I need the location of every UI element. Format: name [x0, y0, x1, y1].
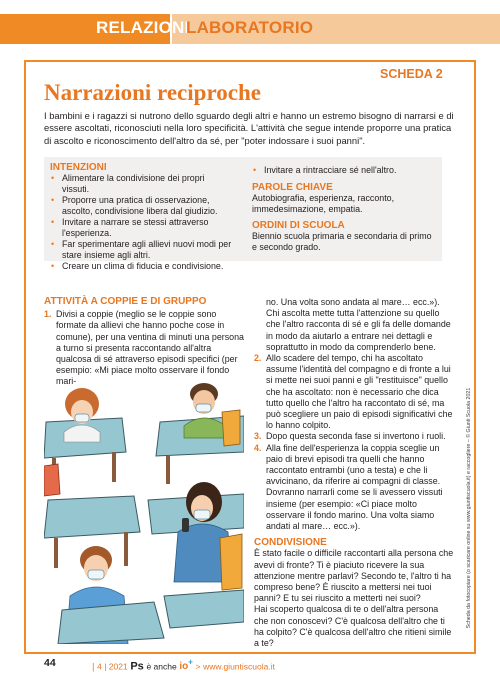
website-link[interactable]: www.giuntiscuola.it — [203, 661, 275, 672]
intenzioni-column — [50, 162, 234, 272]
parole-heading: PAROLE CHIAVE — [252, 182, 333, 193]
condivisione-text: È stato facile o difficile raccontarti alla persona che avevi di fronte? Ti è piaciuto ricevere la sua attenzione mentre parlavi? Secondo te, l'altro ti ha compreso bene? È riuscito a mettersi nei tuoi panni? E tu sei riuscito a metterti nei suoi? — [254, 548, 454, 604]
activity-heading: ATTIVITÀ A COPPIE E DI GRUPPO — [44, 296, 207, 307]
copyright-note: Scheda da fotocopiare (o scaricare online su www.giuntiscuola.it) e raccogliere – © Giunti Scuola 2021 — [466, 387, 472, 629]
item-number: 1. — [44, 309, 52, 320]
item-number: 3. — [254, 431, 262, 442]
io-plus: + — [188, 658, 193, 667]
intenzioni-heading: INTENZIONI — [50, 162, 107, 173]
item-text: Allo scadere del tempo, chi ha ascoltato assume l'identità del compagno e di fronte a lui si mette nei suoi panni e gli "restituisce" quello che ha ascoltato: non è necessario che dica tutto quello che l'altro ha raccontato di sé, ma può scegliere un paio di episodi significativi che lo hanno colpito. — [266, 353, 453, 431]
item-text: Dopo questa seconda fase si invertono i ruoli. — [266, 431, 446, 442]
item-text: Alla fine dell'esperienza la coppia sceglie un paio di brevi episodi tra quelli che hanno raccontato entrambi (uno a testa) e che li avvicinano, da riferire ai compagni di classe. Dovranno narrarli come se li avessero vissuti insieme (per esempio: «Ci piace molto osservare il fondo marino. Una volta siamo andati al mare… ecc.»). — [266, 442, 443, 532]
condivisione-heading: CONDIVISIONE — [254, 537, 327, 549]
list-item: • Far sperimentare agli allievi nuovi modi per stare insieme agli altri. — [50, 239, 234, 261]
io-logo — [179, 658, 193, 673]
list-item: • Creare un clima di fiducia e condivisione. — [50, 261, 234, 272]
frame-left-border — [24, 60, 26, 654]
list-item — [254, 353, 454, 431]
list-item: • Invitare a rintracciare sé nell'altro. — [252, 165, 438, 176]
intro-paragraph: I bambini e i ragazzi si nutrono dello sguardo degli altri e hanno un estremo bisogno di narrarsi e di essere ascoltati, riconosciuti nella loro specificità. L'attività che segue intende proporre una pratica di ascolto e riconoscimento dell'altro da sé, per "poter indossare i suoi panni". — [44, 110, 454, 146]
footer-bar — [92, 658, 275, 672]
list-item — [254, 431, 454, 442]
section-label: RELAZIONI — [96, 18, 190, 37]
list-item — [44, 309, 244, 387]
item-text: Divisi a coppie (meglio se le coppie sono formate da allievi che hanno poche cose in comune), per una ventina di minuti una persona a turno si presenta raccontando all'altra qualcosa di sé attraverso episodi specifici (per esempio: «Mi piace molto osservare il fondo mari- — [56, 309, 244, 387]
info-box — [44, 157, 442, 271]
item-number: 4. — [254, 442, 262, 453]
also-label: è anche — [146, 661, 177, 672]
issue-label: 4 | 2021 — [97, 661, 128, 672]
footer-separator: | — [92, 661, 95, 673]
activity-list-continued — [254, 353, 454, 532]
item-number: 2. — [254, 353, 262, 364]
io-text: io — [179, 661, 189, 673]
scheda-label: SCHEDA 2 — [380, 67, 443, 81]
frame-top-border — [24, 60, 476, 62]
ordini-text: Biennio scuola primaria e secondaria di primo e secondo grado. — [252, 231, 432, 252]
item1-continued: no. Una volta sono andata al mare… ecc.»). Chi ascolta mette tutta l'attenzione su quello che l'altro racconta di sé e gli fa delle domande in modo da aiutarlo a entrare nei dettagli e soprattutto in modo da comprenderlo bene. — [266, 297, 451, 352]
activity-right-column — [254, 297, 454, 649]
category-label: LABORATORIO — [186, 18, 314, 37]
parole-text: Autobiografia, esperienza, racconto, immedesimazione, empatia. — [252, 193, 395, 214]
activity-left-column — [44, 296, 244, 388]
condivisione-text-2: Hai scoperto qualcosa di te o dell'altra persona che non conoscevi? C'è qualcosa dell'altro che ti ha colpito? C'è qualcosa dell'altro che ritieni simile a te? — [254, 604, 452, 649]
list-item: • Alimentare la condivisione dei propri vissuti. — [50, 173, 234, 195]
page-title: Narrazioni reciproche — [44, 80, 261, 105]
ordini-heading: ORDINI DI SCUOLA — [252, 220, 345, 231]
box-right-column — [252, 165, 438, 253]
page-header — [0, 0, 500, 44]
list-item: • Proporre una pratica di osservazione, ascolto, condivisione libera dal giudizio. — [50, 195, 234, 217]
arrow-icon: > — [195, 661, 201, 672]
copyright-sidebar — [462, 378, 476, 638]
list-item — [254, 443, 454, 533]
page-number: 44 — [44, 657, 56, 669]
magazine-logo: Ps — [130, 660, 144, 673]
activity-list — [44, 309, 244, 387]
list-item: • Invitare a narrare se stessi attraverso l'esperienza. — [50, 217, 234, 239]
frame-bottom-border — [24, 652, 476, 654]
children-classroom-illustration — [44, 382, 244, 644]
intenzioni-list-continued — [252, 165, 438, 176]
intenzioni-list — [50, 173, 234, 272]
